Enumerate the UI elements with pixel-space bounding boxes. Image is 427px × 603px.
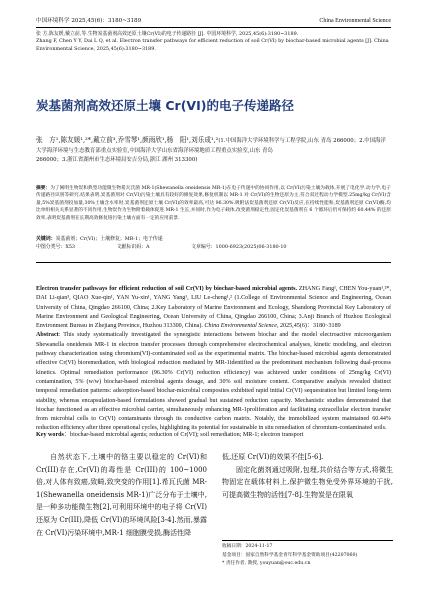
received-date: 收稿日期：2024-11-17 <box>222 544 273 549</box>
abstract-en-title: Electron transfer pathways for efficient reduction of soil Cr(VI) by biochar-based microbial agents. <box>36 286 298 292</box>
abstract-en-authors: ZHANG Fang¹, CHEN You-yuan¹,²*, DAI Li-qian³, QIAO Xue-qin¹, YAN Yu-xin¹, YANG Yang¹, LIU Le-cheng¹,² (1.College of Environmental Science and Engineering, Ocean University of China, Qingdao 266100, China; 2.Key Laboratory of Marine Environment and Ecology, Shandong Provincial Key Laboratory of Marine Environment and Geological Engineering, Ocean University of China, Qingdao 266100, China; 3.Anji Branch of Huzhou Ecological Environment Bureau in Zhejiang Province, Huzhou 313300, China). <box>36 286 391 330</box>
journal-info-cn: 中国环境科学 2025,45(6)：3180~3189 <box>36 18 142 24</box>
abstract-cn <box>36 185 391 222</box>
author-names: 张 方¹,陈友媛¹,²*,戴立前³,乔雪琴¹,颜雨欣¹,杨 阳¹,刘乐成¹,² <box>36 136 219 144</box>
keywords-cn-text: 炭基菌剂；Cr(VI)；土壤修复；MR-1；电子传递 <box>55 236 163 242</box>
body-column-right <box>222 451 393 501</box>
abstract-en-label: Abstract <box>36 332 59 339</box>
citation-block <box>36 31 391 53</box>
affiliation-line-1: (1.中国海洋大学环境科学与工程学院,山东 青岛 266000；2.中国海洋大学海洋环境与生态教育部重点实验室,中国海洋大学山东省海洋环境地质工程重点实验室,山东 青岛 <box>36 138 386 154</box>
abstract-en-ref: , 2025,45(6)：3180~3189 <box>276 323 341 330</box>
abstract-en-text: : This study systematically investigated the synergistic interactions between biochar and the model electroactive microorganism Shewanella oneidensis MR-1 in electron transfer processes through comprehensive electrochemical analyses, kinetic modeling, and electron pathway characterization using chromium(VI)-contaminated soil as the experimental matrix. The biochar-based microbial agents demonstrated effective Cr(VI) bioremediation, with biological reduction mediated by MR-1identified as the predominant mechanism following dual-process kinetics. Optimal remediation performance (96.30% Cr(VI) reduction efficiency) was achieved under conditions of 25mg/kg Cr(VI) contamination, 5% (w/w) biochar-based microbial agents dosage, and 30% soil moisture content. Comparative analysis revealed distinct temporal remediation patterns: adsorption-based biochar-microbial composites exhibited rapid initial Cr(VI) sequestration but limited long-term stability, whereas encapsulation-based formulations showed gradual but sustained reduction capacity. Mechanistic studies demonstrated that biochar functioned as an effective microbial carrier, simultaneously enhancing MR-1proliferation and facilitating extracellular electron transfer from microbial cells to Cr(VI) contaminants through its conductive carbon matrix. Notably, the immobilized system maintained 60.44% reduction efficiency after three operational cycles, highlighting its potential for sustainable in situ remediation of chromium-contaminated soils. <box>36 332 391 432</box>
citation-en: Zhang F, Chen Y Y, Dai L Q, et al. Electron transfer pathways for efficient reduction of soil Cr(VI) by biochar-based microbial agents [J]. China Environmental Science, 2025,45(6):3180~3189. <box>36 38 389 52</box>
keywords-en <box>36 431 391 440</box>
journal-name-en: China Environmental Science <box>319 18 391 24</box>
keywords-en-label: Key words <box>36 432 64 438</box>
keywords-en-text: ：biochar-based microbial agents; reduction of Cr(VI); soil remediation; MR-1; electron transport <box>63 432 304 438</box>
keywords-cn-label: 关键词： <box>36 236 56 242</box>
abstract-cn-text: 为了阐明生物炭和典型功能微生物希瓦氏菌 MR-1(Shewanella oneidensis MR-1)在电子传递中的协同作用,以 Cr(VI)污染土壤为载体,开展了电化学,动力学,电子传递路径识别等研究.结果表明,炭基菌剂对 Cr(VI)污染土壤具有较好的修复效果,修复机制以 MR-1 对 Cr(VI)的生物还原为主,符合双过程动力学模型.25mg/kg Cr(VI)含量,5%炭基菌剂投加量,30%土壤含水率时,炭基菌剂还原土壤 Cr(VI)的效率最高,可达 96.30%.吸附法炭基菌剂还原 Cr(VI)反应,在持续性能和,炭基菌剂还原 Cr(VI)酶,均比单组相关关系显著的不同作用,生物炭作为生物附着载体促进 MR-1 生长,并同时,作为电子载体,改变菌剂稳定性,固定化炭基菌剂在 6 个循环后仍可保持约 60.44% 的还原效率,表明炭基菌剂在长期高效修复铬污染土壤方面有一定的应用前景. <box>36 186 391 221</box>
classification-meta <box>36 244 391 263</box>
body-paragraph: 固定化菌剂通过吸附,包埋,共价结合等方式,将微生物固定在载体材料上,保护微生物免受外界环境的干扰,可提高微生物的活性[7-8].生物炭是在限氧 <box>222 465 393 499</box>
abstract-en <box>36 285 391 434</box>
keywords-cn <box>36 236 391 243</box>
affiliation-line-2: 266000；3.浙江省湖州市生态环境局安吉分局,浙江 湖州 313300) <box>36 157 198 163</box>
article-number: 文章编号：1000-6923(2025)06-3180-10 <box>191 244 287 250</box>
body-column-left <box>36 451 207 539</box>
footnote-block <box>222 540 393 569</box>
abstract-cn-label: 摘要： <box>36 186 51 191</box>
abstract-en-journal: China Environmental Science <box>204 323 277 330</box>
author-block <box>36 136 391 166</box>
paper-title: 炭基菌剂高效还原土壤 Cr(VI)的电子传递路径 <box>36 98 294 113</box>
document-code: 文献标识码：A <box>116 244 150 250</box>
clc-number: 中图分类号：X53 <box>36 244 76 250</box>
corresponding-author: * 责任作者, 教授, youyuan@ouc.edu.cn <box>222 561 311 567</box>
fund-info: 基金项目：国家自然科学基金青年科学基金资助项目(42207060) <box>222 552 358 558</box>
running-header <box>36 17 391 28</box>
body-paragraph-continued: 低,还原 Cr(VI)的效果不佳[5-6]. <box>222 453 324 461</box>
citation-cn: 张 方,陈友媛,戴立前,等.生物炭基菌剂高效还原土壤Cr(VI)的电子传递路径 [J]. 中国环境科学, 2025,45(6):3180~3189. <box>36 31 299 37</box>
body-paragraph: 自然状态下,土壤中的铬主要以稳定的 Cr(VI)和 Cr(III)存在,Cr(VI)的毒性是 Cr(III)的 100~1000 倍,对人体有致癌,致畸,致突变的作用[1].希瓦氏菌 MR-1(Shewanella oneidensis MR-1)广泛分布于土壤中,是一种多功能微生物[2],可利用环境中的电子将 Cr(VI)还原为 Cr(III),降低 Cr(VI)的环境风险[3-4].然而,暴露在 Cr(VI)污染环境中,MR-1 细胞膜受损,酶活性降 <box>36 453 207 537</box>
